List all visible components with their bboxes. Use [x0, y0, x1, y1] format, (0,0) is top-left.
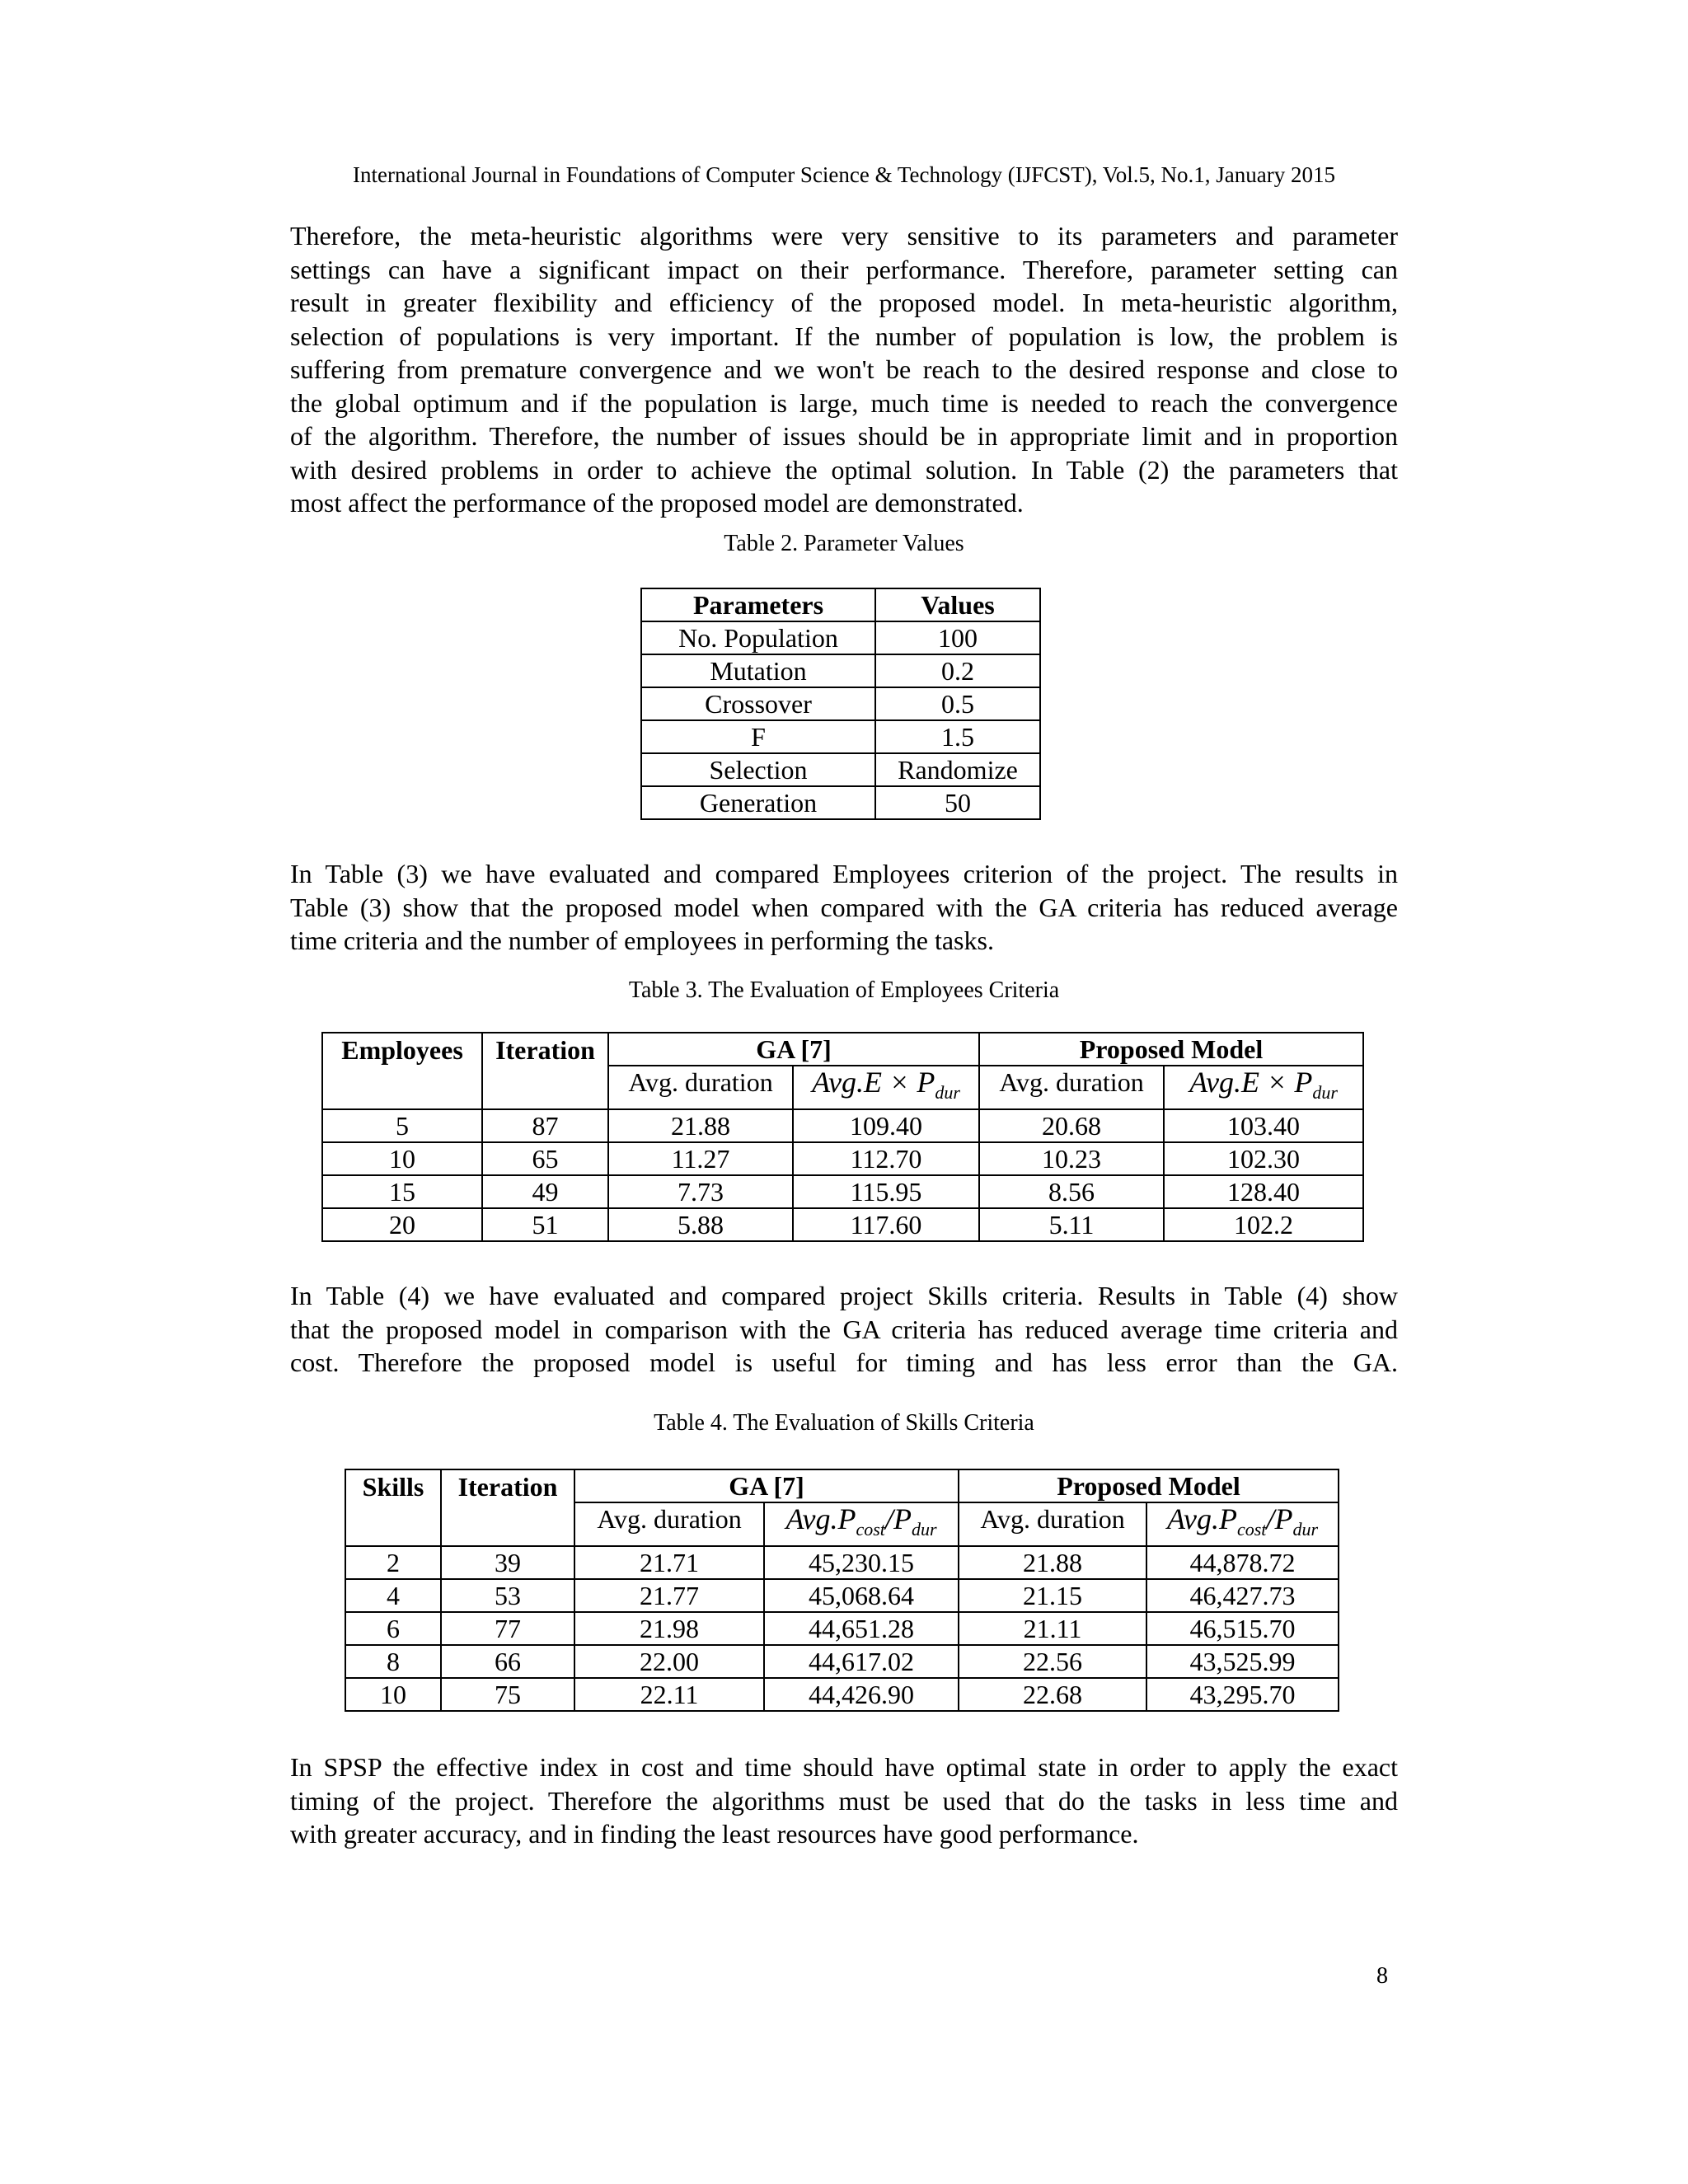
text-line: selection of populations is very important. If the number of population is low, the problem is	[290, 321, 1398, 351]
table-cell: 44,617.02	[764, 1645, 959, 1678]
table-cell: F	[641, 720, 875, 753]
table4	[345, 1469, 1339, 1712]
table-cell: 44,426.90	[764, 1678, 959, 1711]
table-cell: 0.5	[875, 687, 1040, 720]
table3	[321, 1032, 1364, 1242]
text-line: Therefore, the meta-heuristic algorithms were very sensitive to its parameters and parameter	[290, 221, 1398, 251]
table-cell: 15	[322, 1175, 482, 1208]
table-cell: 46,515.70	[1146, 1612, 1339, 1645]
table-cell: 10.23	[979, 1142, 1164, 1175]
text-line: of the algorithm. Therefore, the number of issues should be in appropriate limit and in proportion	[290, 421, 1398, 451]
table-cell: 21.88	[608, 1109, 793, 1142]
table-cell: 87	[482, 1109, 608, 1142]
table-cell: 10	[322, 1142, 482, 1175]
table-row	[345, 1546, 1339, 1579]
table-cell: 44,878.72	[1146, 1546, 1339, 1579]
table-row	[322, 1109, 1363, 1142]
table-cell: 8	[345, 1645, 441, 1678]
text-line: timing of the project. Therefore the algorithms must be used that do the tasks in less time and	[290, 1785, 1398, 1816]
table-row	[641, 753, 1040, 786]
table-cell: 5	[322, 1109, 482, 1142]
table-subheader-row	[345, 1502, 1339, 1546]
table-cell: Randomize	[875, 753, 1040, 786]
text-line: In Table (4) we have evaluated and compared project Skills criteria. Results in Table (4) show	[290, 1281, 1398, 1310]
column-header: Values	[875, 588, 1040, 621]
table-cell: 44,651.28	[764, 1612, 959, 1645]
table-cell: 2	[345, 1546, 441, 1579]
table-cell: 21.77	[574, 1579, 764, 1612]
table-cell: 45,068.64	[764, 1579, 959, 1612]
table-cell: 22.68	[959, 1678, 1146, 1711]
table-cell: 21.11	[959, 1612, 1146, 1645]
column-header: Avg. duration	[574, 1502, 764, 1546]
table-cell: 100	[875, 621, 1040, 654]
text-line: the global optimum and if the population is large, much time is needed to reach the convergence	[290, 387, 1398, 418]
table-cell: 1.5	[875, 720, 1040, 753]
group-header-proposed: Proposed Model	[979, 1033, 1363, 1066]
table-row	[345, 1579, 1339, 1612]
table-cell: 75	[441, 1678, 574, 1711]
table-row	[641, 720, 1040, 753]
table-header-row	[641, 588, 1040, 621]
table-cell: 22.11	[574, 1678, 764, 1711]
metric-header: $Avg.P_{cost}/P_{dur}$	[764, 1502, 959, 1546]
group-header-ga: GA [7]	[608, 1033, 979, 1066]
table-cell: 117.60	[793, 1208, 979, 1241]
table-cell: Mutation	[641, 654, 875, 687]
table-cell: Generation	[641, 786, 875, 819]
table-cell: 43,525.99	[1146, 1645, 1339, 1678]
table4-caption: Table 4. The Evaluation of Skills Criteria	[654, 1410, 1034, 1436]
table-cell: 115.95	[793, 1175, 979, 1208]
table-cell: 0.2	[875, 654, 1040, 687]
empty-cell	[441, 1502, 574, 1546]
empty-cell	[345, 1502, 441, 1546]
table-cell: 21.98	[574, 1612, 764, 1645]
table-cell: 46,427.73	[1146, 1579, 1339, 1612]
group-header-proposed: Proposed Model	[959, 1469, 1339, 1502]
table-cell: 39	[441, 1546, 574, 1579]
table-cell: 21.71	[574, 1546, 764, 1579]
text-line: time criteria and the number of employees in performing the tasks.	[290, 926, 994, 955]
table-cell: 20.68	[979, 1109, 1164, 1142]
table-cell: 7.73	[608, 1175, 793, 1208]
column-header: Iteration	[482, 1033, 608, 1066]
page-number: 8	[1376, 1963, 1388, 1989]
table-cell: 103.40	[1164, 1109, 1363, 1142]
table-row	[345, 1612, 1339, 1645]
text-line: result in greater flexibility and efficiency of the proposed model. In meta-heuristic algorithm,	[290, 288, 1398, 317]
text-line: Table (3) show that the proposed model when compared with the GA criteria has reduced average	[290, 892, 1398, 922]
table-row	[345, 1645, 1339, 1678]
empty-cell	[482, 1066, 608, 1109]
text-line: In SPSP the effective index in cost and time should have optimal state in order to apply the exact	[290, 1752, 1398, 1782]
column-header: Iteration	[441, 1469, 574, 1502]
table-cell: 22.56	[959, 1645, 1146, 1678]
group-header-ga: GA [7]	[574, 1469, 959, 1502]
table-cell: No. Population	[641, 621, 875, 654]
table-cell: 102.2	[1164, 1208, 1363, 1241]
table-cell: 8.56	[979, 1175, 1164, 1208]
column-header: Avg. duration	[959, 1502, 1146, 1546]
paragraph-parameters	[290, 219, 1398, 520]
table2-caption: Table 2. Parameter Values	[724, 531, 964, 556]
paragraph-skills	[290, 1279, 1398, 1380]
text-line: with desired problems in order to achieve the optimal solution. In Table (2) the parameters that	[290, 454, 1398, 485]
paragraph-spsp	[290, 1750, 1398, 1851]
text-line: In Table (3) we have evaluated and compared Employees criterion of the project. The results in	[290, 859, 1398, 888]
table-cell: 4	[345, 1579, 441, 1612]
text-line: cost. Therefore the proposed model is useful for timing and has less error than the GA.	[290, 1347, 1398, 1377]
empty-cell	[322, 1066, 482, 1109]
table-cell: Selection	[641, 753, 875, 786]
table-header-row	[322, 1033, 1363, 1066]
text-line: that the proposed model in comparison with the GA criteria has reduced average time criteria and	[290, 1314, 1398, 1344]
table-row	[641, 654, 1040, 687]
table-row	[322, 1142, 1363, 1175]
table-cell: 49	[482, 1175, 608, 1208]
table-cell: 102.30	[1164, 1142, 1363, 1175]
column-header: Avg. duration	[608, 1066, 793, 1109]
table-cell: 51	[482, 1208, 608, 1241]
text-line: suffering from premature convergence and we won't be reach to the desired response and close to	[290, 354, 1398, 384]
table-row	[641, 621, 1040, 654]
table-row	[322, 1208, 1363, 1241]
table-cell: 45,230.15	[764, 1546, 959, 1579]
table-cell: 53	[441, 1579, 574, 1612]
table-subheader-row	[322, 1066, 1363, 1109]
table-cell: 50	[875, 786, 1040, 819]
table-cell: 11.27	[608, 1142, 793, 1175]
metric-header: $Avg.P_{cost}/P_{dur}$	[1146, 1502, 1339, 1546]
table-cell: 128.40	[1164, 1175, 1363, 1208]
table3-caption: Table 3. The Evaluation of Employees Criteria	[628, 977, 1060, 1003]
column-header: Avg. duration	[979, 1066, 1164, 1109]
table-cell: 66	[441, 1645, 574, 1678]
column-header: Skills	[345, 1469, 441, 1502]
text-line: most affect the performance of the proposed model are demonstrated.	[290, 488, 1024, 518]
table-header-row	[345, 1469, 1339, 1502]
table-cell: 65	[482, 1142, 608, 1175]
table-cell: 20	[322, 1208, 482, 1241]
table-cell: 5.88	[608, 1208, 793, 1241]
text-line: with greater accuracy, and in finding the least resources have good performance.	[290, 1819, 1139, 1849]
table-row	[345, 1678, 1339, 1711]
table-cell: 109.40	[793, 1109, 979, 1142]
paragraph-employees	[290, 857, 1398, 958]
journal-header: International Journal in Foundations of Computer Science & Technology (IJFCST), Vol.5, No.1, January 2015	[353, 162, 1335, 187]
table-cell: Crossover	[641, 687, 875, 720]
table-cell: 10	[345, 1678, 441, 1711]
table-cell: 43,295.70	[1146, 1678, 1339, 1711]
text-line: settings can have a significant impact on their performance. Therefore, parameter setting can	[290, 254, 1398, 284]
table-cell: 5.11	[979, 1208, 1164, 1241]
table2	[640, 588, 1041, 820]
table-cell: 112.70	[793, 1142, 979, 1175]
table-row	[641, 786, 1040, 819]
table-cell: 22.00	[574, 1645, 764, 1678]
table-cell: 77	[441, 1612, 574, 1645]
table-row	[641, 687, 1040, 720]
table-cell: 6	[345, 1612, 441, 1645]
column-header: Parameters	[641, 588, 875, 621]
metric-header: $Avg.E \times P_{dur}$	[793, 1066, 979, 1109]
column-header: Employees	[322, 1033, 482, 1066]
table-cell: 21.88	[959, 1546, 1146, 1579]
table-row	[322, 1175, 1363, 1208]
table-cell: 21.15	[959, 1579, 1146, 1612]
metric-header: $Avg.E \times P_{dur}$	[1164, 1066, 1363, 1109]
